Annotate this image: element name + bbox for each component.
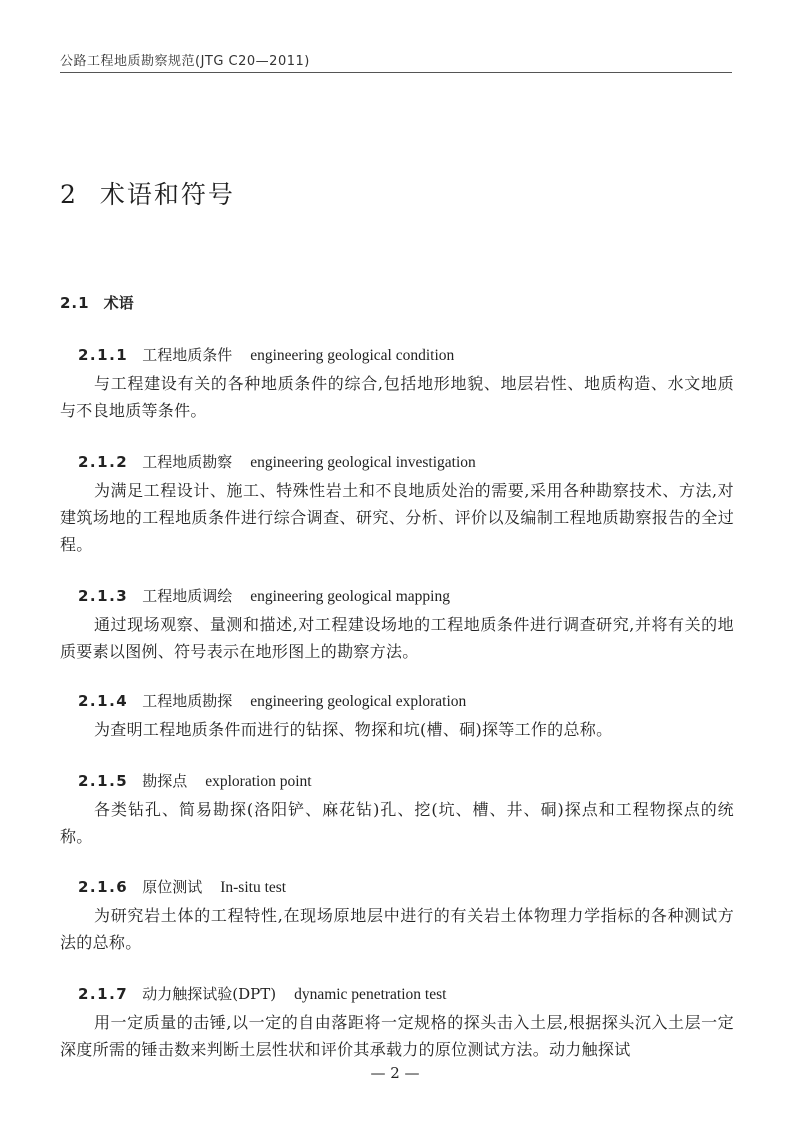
term-heading	[78, 876, 734, 898]
term-english: engineering geological investigation	[250, 454, 476, 471]
running-header: 公路工程地质勘察规范(JTG C20—2011)	[60, 54, 310, 69]
term-heading	[78, 344, 734, 366]
term-heading	[78, 451, 734, 473]
term-english: engineering geological condition	[250, 347, 455, 364]
page-number: — 2 —	[370, 1064, 420, 1082]
term-heading	[78, 585, 734, 607]
term-heading	[78, 770, 734, 792]
chapter-title	[60, 175, 235, 211]
term-definition: 用一定质量的击锤,以一定的自由落距将一定规格的探头击入土层,根据探头沉入土层一定深度所需的锤击数来判断土层性状和评价其承载力的原位测试方法。动力触探试	[60, 1013, 734, 1059]
chapter-title-text: 术语和符号	[99, 180, 235, 209]
term-definition: 与工程建设有关的各种地质条件的综合,包括地形地貌、地层岩性、地质构造、水文地质与不良地质等条件。	[60, 374, 734, 420]
term-2-1-6	[60, 876, 734, 956]
term-number: 2.1.2	[78, 453, 129, 471]
term-number: 2.1.7	[78, 985, 129, 1003]
term-number: 2.1.4	[78, 692, 129, 710]
term-chinese: 原位测试	[142, 878, 203, 896]
term-heading	[78, 690, 734, 712]
term-definition: 通过现场观察、量测和描述,对工程建设场地的工程地质条件进行调查研究,并将有关的地质要素以图例、符号表示在地形图上的勘察方法。	[60, 615, 734, 661]
term-2-1-2	[60, 451, 734, 558]
term-heading	[78, 983, 734, 1005]
term-english: engineering geological exploration	[250, 693, 467, 710]
term-2-1-4	[60, 690, 734, 743]
term-chinese: 工程地质勘察	[142, 453, 233, 471]
term-2-1-3	[60, 585, 734, 665]
term-chinese: 工程地质条件	[142, 346, 233, 364]
term-chinese: 工程地质勘探	[142, 692, 233, 710]
term-english: engineering geological mapping	[250, 588, 450, 605]
section-title	[60, 292, 134, 313]
term-chinese: 勘探点	[142, 772, 188, 790]
term-english: dynamic penetration test	[294, 986, 447, 1003]
term-chinese: 动力触探试验(DPT)	[142, 985, 277, 1003]
section-number: 2.1	[60, 294, 90, 312]
term-2-1-5	[60, 770, 734, 850]
term-english: exploration point	[205, 773, 312, 790]
term-chinese: 工程地质调绘	[142, 587, 233, 605]
term-number: 2.1.5	[78, 772, 129, 790]
header-rule	[60, 72, 732, 73]
term-definition: 为满足工程设计、施工、特殊性岩土和不良地质处治的需要,采用各种勘察技术、方法,对建筑场地的工程地质条件进行综合调查、研究、分析、评价以及编制工程地质勘察报告的全过程。	[60, 481, 734, 554]
chapter-number: 2	[60, 180, 78, 209]
term-2-1-7	[60, 983, 734, 1063]
term-number: 2.1.1	[78, 346, 129, 364]
section-title-text: 术语	[103, 294, 134, 312]
term-2-1-1	[60, 344, 734, 424]
term-definition: 为研究岩土体的工程特性,在现场原地层中进行的有关岩土体物理力学指标的各种测试方法的总称。	[60, 906, 734, 952]
term-definition: 各类钻孔、简易勘探(洛阳铲、麻花钻)孔、挖(坑、槽、井、硐)探点和工程物探点的统称。	[60, 800, 734, 846]
term-english: In-situ test	[220, 879, 287, 896]
term-definition: 为查明工程地质条件而进行的钻探、物探和坑(槽、硐)探等工作的总称。	[94, 720, 613, 739]
term-number: 2.1.3	[78, 587, 129, 605]
term-number: 2.1.6	[78, 878, 129, 896]
